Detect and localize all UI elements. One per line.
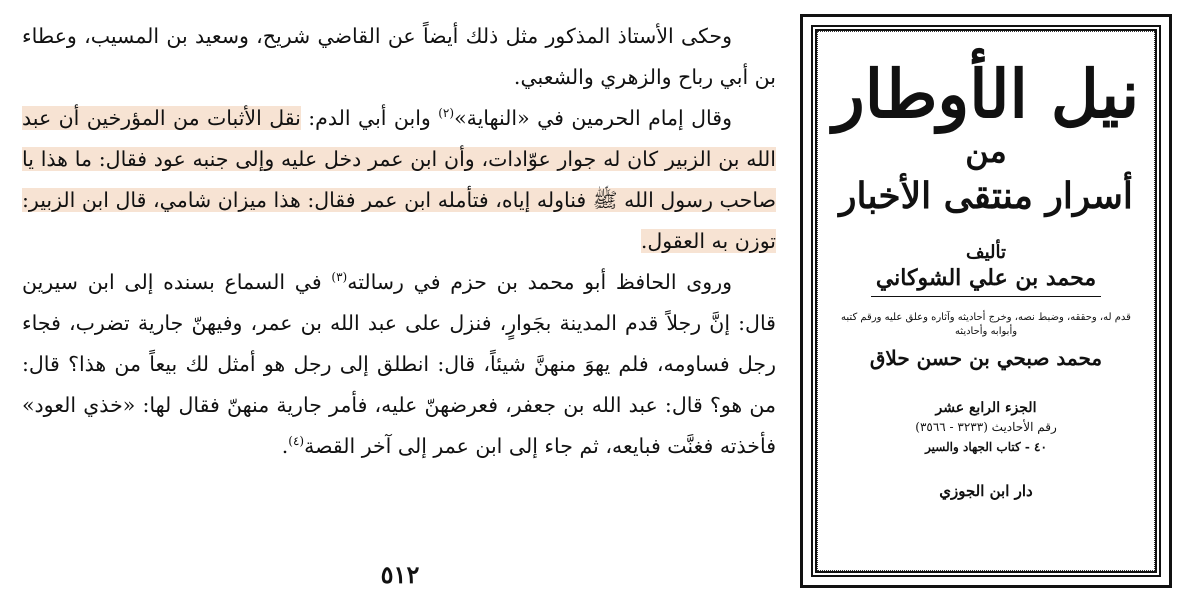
page-number: ٥١٢ — [380, 560, 420, 589]
cover-authorship-label: تأليف — [965, 242, 1007, 263]
cover-editor-note: قدم له، وحققه، وضبط نصه، وخرج أحاديثه وآثاره وعلق عليه ورقم كتبه وأبوابه وأحاديثه — [841, 312, 1131, 337]
paragraph-3-start: وروى الحافظ أبو محمد بن حزم في رسالته — [347, 270, 732, 294]
cover-title: نيل الأوطار — [832, 55, 1140, 133]
paragraph-1-text: وحكى الأستاذ المذكور مثل ذلك أيضاً عن القاضي شريح، وسعيد بن المسيب، وعطاء بن أبي رباح والزهري والشعبي. — [22, 24, 776, 89]
cover-divider — [871, 296, 1101, 297]
paragraph-2-mid: وابن أبي الدم: — [300, 106, 439, 130]
book-cover — [800, 14, 1172, 588]
paragraph-1 — [22, 16, 776, 98]
paragraph-2 — [22, 98, 776, 262]
footnote-marker-3: (٣) — [331, 270, 348, 285]
cover-author: محمد بن علي الشوكاني — [875, 265, 1097, 291]
highlighted-passage: نقل الأثبات من المؤرخين أن عبد الله بن الزبير كان له جوار عوّادات، وأن ابن عمر دخل عليه وإلى جنبه عود فقال: ما هذا يا صاحب رسول الله ﷺ فناوله إياه، فتأمله ابن عمر فقال: هذا ميزان شامي، قال ابن الزبير: توزن به العقول. — [22, 106, 776, 253]
footnote-marker-2: (٢) — [438, 106, 455, 121]
paragraph-3 — [22, 262, 776, 467]
paragraph-3-rest: في السماع بسنده إلى ابن سيرين قال: إنَّ رجلاً قدم المدينة بجَوارٍ، فنزل على عبد الله بن عمر، وفيهنّ جارية تضرب، فجاء رجل فساومه، فلم يهوَ منهنَّ شيئاً، قال: انطلق إلى رجل هو أمثل لك بيعاً من هذا؟ قال: من هو؟ قال: عبد الله بن جعفر، فعرضهنّ عليه، فأمر جارية منهنّ فقال لها: «خذي العود» فأخذته فغنَّت فبايعه، ثم جاء إلى ابن عمر إلى آخر القصة — [22, 270, 776, 458]
cover-hadith-range: رقم الأحاديث (٣٢٣٣ - ٣٥٦٦) — [915, 420, 1057, 434]
footnote-marker-4: (٤) — [288, 434, 305, 449]
cover-publisher: دار ابن الجوزي — [939, 482, 1033, 500]
cover-min: من — [965, 132, 1007, 170]
page-body — [22, 16, 776, 467]
cover-volume: الجزء الرابع عشر — [935, 400, 1037, 416]
paragraph-3-end: . — [281, 434, 289, 458]
cover-chapter: ٤٠ - كتاب الجهاد والسير — [925, 440, 1047, 454]
cover-subtitle: أسرار منتقى الأخبار — [839, 175, 1133, 217]
cover-content — [817, 31, 1155, 571]
cover-editor: محمد صبحي بن حسن حلاق — [869, 346, 1103, 370]
paragraph-2-intro: وقال إمام الحرمين في «النهاية» — [454, 106, 732, 130]
